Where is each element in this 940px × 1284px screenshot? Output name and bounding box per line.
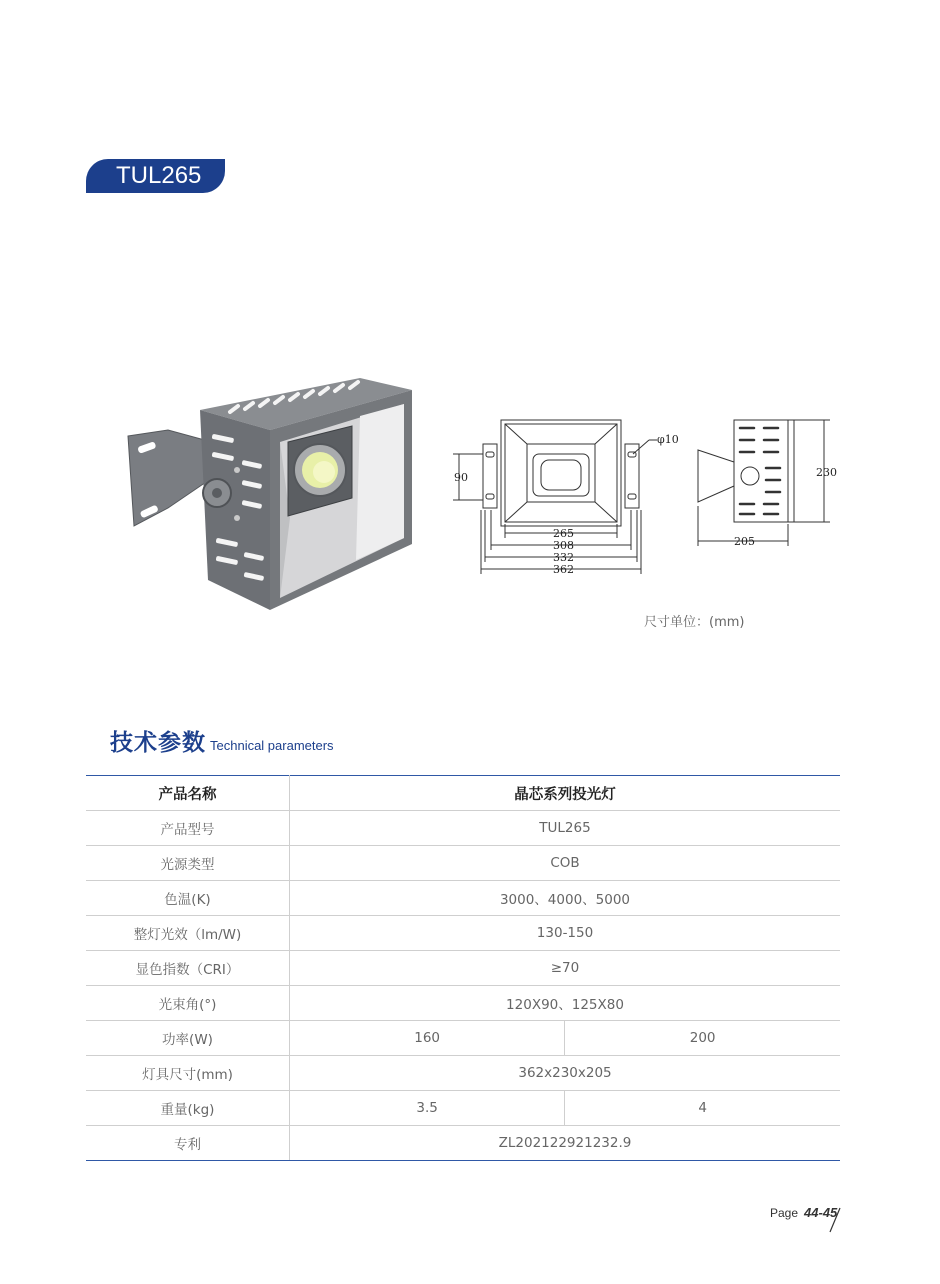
dimension-unit-note: 尺寸单位：(mm) — [644, 615, 745, 630]
row-label: 灯具尺寸(mm) — [86, 1056, 290, 1091]
table-row — [86, 1021, 840, 1056]
row-value: 130-150 — [290, 916, 841, 951]
model-title: TUL265 — [116, 162, 202, 189]
table-row — [86, 1126, 840, 1161]
row-value: COB — [290, 846, 841, 881]
floodlight-product-image — [120, 358, 420, 618]
table-row — [86, 811, 840, 846]
front-hole-dim: φ10 — [657, 433, 679, 446]
table-row — [86, 1056, 840, 1091]
table-row — [86, 986, 840, 1021]
row-value-left: 3.5 — [290, 1091, 565, 1126]
front-height-dim: 90 — [454, 471, 468, 484]
row-value: 362x230x205 — [290, 1056, 841, 1091]
header-label-cell: 产品名称 — [86, 776, 290, 811]
row-label: 光束角(°) — [86, 986, 290, 1021]
page-label: Page — [770, 1206, 799, 1220]
front-width-dim-3: 332 — [553, 551, 574, 564]
row-label: 功率(W) — [86, 1021, 290, 1056]
table-row — [86, 916, 840, 951]
row-label: 专利 — [86, 1126, 290, 1161]
row-value: 3000、4000、5000 — [290, 881, 841, 916]
front-width-dim-1: 265 — [553, 527, 574, 540]
row-value-right: 200 — [565, 1021, 840, 1056]
front-width-dim-4: 362 — [553, 563, 574, 576]
front-view-drawing — [445, 410, 685, 580]
table-row — [86, 846, 840, 881]
row-value: ≥70 — [290, 951, 841, 986]
table-header-row — [86, 776, 840, 811]
side-view-drawing — [690, 410, 840, 560]
table-row — [86, 951, 840, 986]
section-heading — [110, 724, 334, 757]
row-label: 显色指数（CRI） — [86, 951, 290, 986]
model-title-tab — [86, 159, 225, 193]
row-value: ZL202122921232.9 — [290, 1126, 841, 1161]
table-row — [86, 1091, 840, 1126]
page-numbers: 44-45 — [804, 1205, 838, 1220]
side-depth-dim: 205 — [734, 535, 755, 548]
row-label: 重量(kg) — [86, 1091, 290, 1126]
row-label: 整灯光效（lm/W) — [86, 916, 290, 951]
page-slash-mark — [826, 1206, 842, 1234]
row-value: 120X90、125X80 — [290, 986, 841, 1021]
row-label: 色温(K) — [86, 881, 290, 916]
front-width-dim-2: 308 — [553, 539, 574, 552]
section-title-cn: 技术参数 — [110, 730, 206, 756]
technical-parameters-table — [86, 775, 840, 1161]
row-value: TUL265 — [290, 811, 841, 846]
row-value-left: 160 — [290, 1021, 565, 1056]
side-height-dim: 230 — [816, 466, 837, 479]
row-label: 光源类型 — [86, 846, 290, 881]
row-label: 产品型号 — [86, 811, 290, 846]
section-title-en: Technical parameters — [210, 738, 334, 753]
table-row — [86, 881, 840, 916]
row-value-right: 4 — [565, 1091, 840, 1126]
header-value-cell: 晶芯系列投光灯 — [290, 776, 841, 811]
